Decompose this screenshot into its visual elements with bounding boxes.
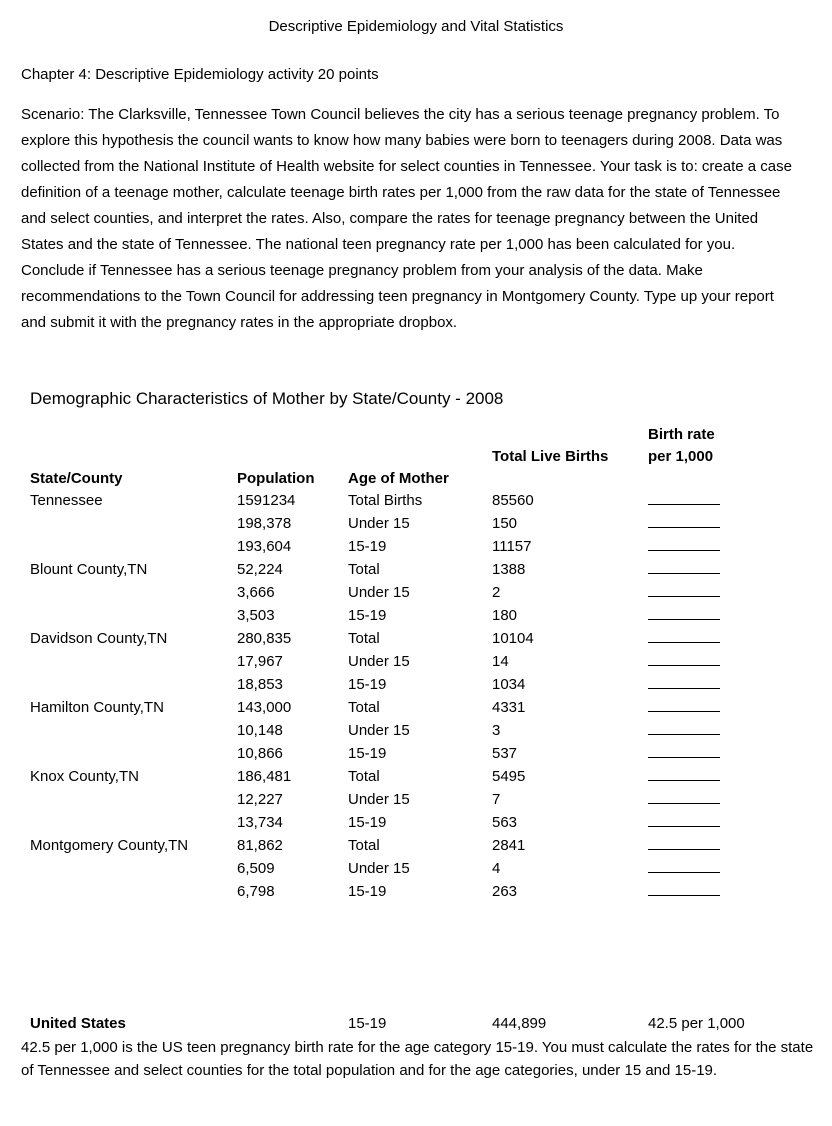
cell-birth-rate bbox=[648, 627, 748, 650]
cell-population: 17,967 bbox=[237, 653, 283, 670]
us-row-rate: 42.5 per 1,000 bbox=[648, 1015, 745, 1032]
cell-birth-rate bbox=[648, 719, 748, 742]
cell-age-of-mother: Under 15 bbox=[348, 791, 410, 808]
table-row bbox=[30, 627, 748, 650]
cell-population: 3,503 bbox=[237, 607, 275, 624]
cell-state-county: Montgomery County,TN bbox=[30, 837, 189, 854]
cell-state-county: Blount County,TN bbox=[30, 561, 148, 578]
table-header-row-1 bbox=[30, 424, 748, 446]
table-row bbox=[30, 650, 748, 673]
birth-rate-blank-line bbox=[648, 628, 720, 643]
table-title: Demographic Characteristics of Mother by State/County - 2008 bbox=[30, 389, 504, 408]
cell-age-of-mother: 15-19 bbox=[348, 676, 387, 693]
cell-state-county: Davidson County,TN bbox=[30, 630, 168, 647]
cell-age-of-mother: 15-19 bbox=[348, 883, 387, 900]
table-row bbox=[30, 673, 748, 696]
cell-population: 18,853 bbox=[237, 676, 283, 693]
scenario-paragraph: Scenario: The Clarksville, Tennessee Town Council believes the city has a serious teenage pregnancy problem. To explore this hypothesis the council wants to know how many babies were born to teenagers during 2008. Data was collected from the National Institute of Health website for select counties in Tennessee. Your task is to: create a case definition of a teenage mother, calculate teenage birth rates per 1,000 from the raw data for the state of Tennessee and select counties, and interpret the rates. Also, compare the rates for teenage pregnancy between the United States and the state of Tennessee. The national teen pregnancy rate per 1,000 has been calculated for you. Conclude if Tennessee has a serious teenage pregnancy problem from your analysis of the data. Make recommendations to the Town Council for addressing teen pregnancy in Montgomery County. Type up your report and submit it with the pregnancy rates in the appropriate dropbox. bbox=[21, 106, 792, 331]
cell-state-county: Knox County,TN bbox=[30, 768, 139, 785]
birth-rate-blank-line bbox=[648, 582, 720, 597]
table-header bbox=[30, 424, 748, 490]
footer-instructions: 42.5 per 1,000 is the US teen pregnancy birth rate for the age category 15-19. You must calculate the rates for the state of Tennessee and select counties for the total population and for the age categories, under 15 and 15-19. bbox=[21, 1039, 814, 1079]
header-birth-rate-line1: Birth rate bbox=[648, 426, 715, 443]
cell-age-of-mother: Under 15 bbox=[348, 860, 410, 877]
birth-rate-blank-line bbox=[648, 674, 720, 689]
table-row bbox=[30, 811, 748, 834]
cell-state-county: Tennessee bbox=[30, 492, 103, 509]
cell-age-of-mother: Total bbox=[348, 837, 380, 854]
cell-population: 6,509 bbox=[237, 860, 275, 877]
birth-rate-blank-line bbox=[648, 858, 720, 873]
table-row bbox=[30, 558, 748, 581]
cell-total-live-births: 2 bbox=[492, 584, 501, 601]
table-row bbox=[30, 604, 748, 627]
us-row-label: United States bbox=[30, 1015, 126, 1032]
table-row bbox=[30, 880, 748, 903]
header-birth-rate-line2: per 1,000 bbox=[648, 448, 714, 465]
cell-total-live-births: 180 bbox=[492, 607, 518, 624]
cell-total-live-births: 263 bbox=[492, 883, 518, 900]
cell-state-county: Hamilton County,TN bbox=[30, 699, 164, 716]
cell-age-of-mother: Total bbox=[348, 699, 380, 716]
cell-population: 10,148 bbox=[237, 722, 283, 739]
cell-age-of-mother: 15-19 bbox=[348, 607, 387, 624]
birth-rate-blank-line bbox=[648, 835, 720, 850]
cell-total-live-births: 10104 bbox=[492, 630, 534, 647]
table-row bbox=[30, 489, 748, 512]
table-row bbox=[30, 788, 748, 811]
birth-rate-blank-line bbox=[648, 720, 720, 735]
header-state-county: State/County bbox=[30, 470, 123, 487]
cell-total-live-births: 3 bbox=[492, 722, 501, 739]
cell-population: 6,798 bbox=[237, 883, 275, 900]
cell-total-live-births: 150 bbox=[492, 515, 518, 532]
cell-birth-rate bbox=[648, 489, 748, 512]
cell-birth-rate bbox=[648, 558, 748, 581]
cell-birth-rate bbox=[648, 880, 748, 903]
table-row bbox=[30, 535, 748, 558]
table-header-row-2 bbox=[30, 446, 748, 468]
cell-birth-rate bbox=[648, 857, 748, 880]
cell-total-live-births: 14 bbox=[492, 653, 509, 670]
cell-age-of-mother: Under 15 bbox=[348, 722, 410, 739]
birth-rate-blank-line bbox=[648, 789, 720, 804]
table-row bbox=[30, 696, 748, 719]
birth-rate-blank-line bbox=[648, 766, 720, 781]
cell-population: 193,604 bbox=[237, 538, 292, 555]
cell-birth-rate bbox=[648, 673, 748, 696]
header-population: Population bbox=[237, 470, 315, 487]
cell-population: 280,835 bbox=[237, 630, 292, 647]
header-total-live-births: Total Live Births bbox=[492, 448, 609, 465]
table-row bbox=[30, 857, 748, 880]
us-row-age: 15-19 bbox=[348, 1015, 387, 1032]
birth-rate-blank-line bbox=[648, 651, 720, 666]
cell-population: 52,224 bbox=[237, 561, 283, 578]
table-body bbox=[30, 489, 748, 903]
cell-birth-rate bbox=[648, 512, 748, 535]
cell-population: 3,666 bbox=[237, 584, 275, 601]
cell-total-live-births: 7 bbox=[492, 791, 501, 808]
birth-rate-blank-line bbox=[648, 536, 720, 551]
cell-population: 198,378 bbox=[237, 515, 292, 532]
birth-rate-blank-line bbox=[648, 812, 720, 827]
cell-total-live-births: 1388 bbox=[492, 561, 526, 578]
cell-age-of-mother: Under 15 bbox=[348, 584, 410, 601]
header-age-of-mother: Age of Mother bbox=[348, 470, 449, 487]
birth-rate-blank-line bbox=[648, 743, 720, 758]
birth-rate-blank-line bbox=[648, 490, 720, 505]
cell-age-of-mother: Total bbox=[348, 630, 380, 647]
cell-age-of-mother: Total bbox=[348, 561, 380, 578]
table-row bbox=[30, 834, 748, 857]
birth-rate-blank-line bbox=[648, 559, 720, 574]
cell-birth-rate bbox=[648, 581, 748, 604]
united-states-row bbox=[30, 1012, 748, 1035]
table-row bbox=[30, 765, 748, 788]
cell-total-live-births: 1034 bbox=[492, 676, 526, 693]
birth-rate-blank-line bbox=[648, 513, 720, 528]
cell-age-of-mother: Total bbox=[348, 768, 380, 785]
birth-rate-blank-line bbox=[648, 697, 720, 712]
cell-age-of-mother: 15-19 bbox=[348, 745, 387, 762]
cell-birth-rate bbox=[648, 788, 748, 811]
cell-age-of-mother: Under 15 bbox=[348, 653, 410, 670]
chapter-heading: Chapter 4: Descriptive Epidemiology activity 20 points bbox=[21, 66, 379, 83]
cell-birth-rate bbox=[648, 604, 748, 627]
cell-total-live-births: 537 bbox=[492, 745, 518, 762]
cell-birth-rate bbox=[648, 765, 748, 788]
cell-total-live-births: 5495 bbox=[492, 768, 526, 785]
cell-population: 1591234 bbox=[237, 492, 296, 509]
cell-total-live-births: 4331 bbox=[492, 699, 526, 716]
cell-age-of-mother: 15-19 bbox=[348, 814, 387, 831]
cell-birth-rate bbox=[648, 811, 748, 834]
cell-population: 81,862 bbox=[237, 837, 283, 854]
table-row bbox=[30, 719, 748, 742]
table-row bbox=[30, 581, 748, 604]
cell-birth-rate bbox=[648, 696, 748, 719]
cell-age-of-mother: 15-19 bbox=[348, 538, 387, 555]
cell-total-live-births: 563 bbox=[492, 814, 518, 831]
cell-age-of-mother: Under 15 bbox=[348, 515, 410, 532]
cell-population: 186,481 bbox=[237, 768, 292, 785]
birth-rate-blank-line bbox=[648, 881, 720, 896]
cell-birth-rate bbox=[648, 834, 748, 857]
cell-birth-rate bbox=[648, 535, 748, 558]
cell-population: 10,866 bbox=[237, 745, 283, 762]
cell-birth-rate bbox=[648, 650, 748, 673]
cell-age-of-mother: Total Births bbox=[348, 492, 423, 509]
table-header-row-3 bbox=[30, 468, 748, 490]
cell-total-live-births: 11157 bbox=[492, 538, 532, 555]
birth-rate-blank-line bbox=[648, 605, 720, 620]
cell-population: 13,734 bbox=[237, 814, 283, 831]
cell-birth-rate bbox=[648, 742, 748, 765]
us-row-births: 444,899 bbox=[492, 1015, 547, 1032]
table-row bbox=[30, 512, 748, 535]
table-row bbox=[30, 742, 748, 765]
cell-total-live-births: 85560 bbox=[492, 492, 534, 509]
cell-total-live-births: 2841 bbox=[492, 837, 526, 854]
document-title: Descriptive Epidemiology and Vital Statistics bbox=[268, 18, 564, 35]
cell-total-live-births: 4 bbox=[492, 860, 501, 877]
cell-population: 12,227 bbox=[237, 791, 283, 808]
cell-population: 143,000 bbox=[237, 699, 292, 716]
